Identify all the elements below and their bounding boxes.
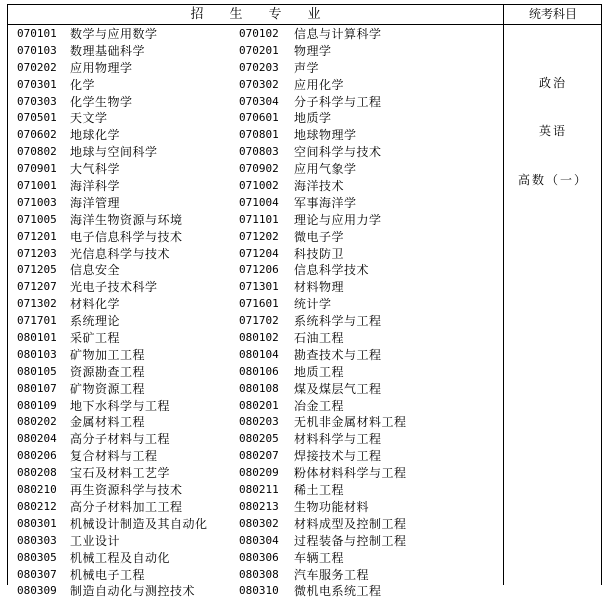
major-name: 过程装备与控制工程 bbox=[294, 533, 407, 548]
table-row bbox=[8, 381, 503, 398]
major-code: 071205 bbox=[17, 263, 57, 277]
major-code: 080204 bbox=[17, 432, 57, 446]
major-code: 080310 bbox=[239, 584, 279, 598]
major-code: 080206 bbox=[17, 449, 57, 463]
major-name: 矿物加工工程 bbox=[70, 347, 146, 362]
table-row bbox=[8, 195, 503, 212]
major-name: 海洋管理 bbox=[70, 195, 121, 210]
major-code: 070803 bbox=[239, 145, 279, 159]
major-name: 无机非金属材料工程 bbox=[294, 415, 407, 430]
table-row bbox=[8, 448, 503, 465]
major-code: 070304 bbox=[239, 94, 279, 108]
major-name: 粉体材料科学与工程 bbox=[294, 466, 407, 481]
major-name: 数学与应用数学 bbox=[70, 27, 158, 41]
major-code: 070301 bbox=[17, 77, 57, 91]
major-name: 海洋技术 bbox=[294, 179, 345, 194]
major-name: 地球物理学 bbox=[294, 128, 357, 143]
major-code: 071207 bbox=[17, 280, 57, 294]
major-name: 信息科学技术 bbox=[294, 263, 370, 278]
major-code: 080108 bbox=[239, 381, 279, 395]
table-row bbox=[8, 414, 503, 431]
major-code: 070203 bbox=[239, 60, 279, 74]
major-code: 080106 bbox=[239, 364, 279, 378]
major-code: 070101 bbox=[17, 27, 57, 40]
major-name: 天文学 bbox=[70, 111, 108, 126]
table-row bbox=[8, 77, 503, 94]
major-code: 070303 bbox=[17, 94, 57, 108]
major-code: 070601 bbox=[239, 111, 279, 125]
major-code: 070302 bbox=[239, 77, 279, 91]
exam-subject: 政治 bbox=[538, 76, 567, 90]
major-name: 系统科学与工程 bbox=[294, 314, 382, 329]
major-code: 071302 bbox=[17, 297, 57, 311]
major-code: 080201 bbox=[239, 398, 279, 412]
major-name: 应用物理学 bbox=[70, 60, 133, 75]
major-code: 080109 bbox=[17, 398, 57, 412]
major-code: 080209 bbox=[239, 466, 279, 480]
major-name: 大气科学 bbox=[70, 162, 121, 177]
table-row bbox=[8, 144, 503, 161]
major-code: 080101 bbox=[17, 331, 57, 345]
major-name: 复合材料与工程 bbox=[70, 449, 158, 464]
major-name: 信息与计算科学 bbox=[294, 27, 382, 41]
major-code: 070201 bbox=[239, 43, 279, 57]
major-code: 071206 bbox=[239, 263, 279, 277]
major-code: 080207 bbox=[239, 449, 279, 463]
major-name: 冶金工程 bbox=[294, 398, 345, 413]
major-code: 071201 bbox=[17, 229, 57, 243]
major-code: 080208 bbox=[17, 466, 57, 480]
major-code: 080304 bbox=[239, 533, 279, 547]
major-name: 海洋科学 bbox=[70, 179, 121, 194]
major-name: 微电子学 bbox=[294, 229, 345, 244]
table-row bbox=[8, 533, 503, 550]
major-code: 071601 bbox=[239, 297, 279, 311]
major-code: 080103 bbox=[17, 347, 57, 361]
major-name: 军事海洋学 bbox=[294, 195, 357, 210]
table-row bbox=[8, 330, 503, 347]
major-name: 高分子材料加工工程 bbox=[70, 499, 183, 514]
major-name: 地质工程 bbox=[294, 364, 345, 379]
table-row bbox=[8, 26, 503, 43]
major-name: 应用气象学 bbox=[294, 162, 357, 177]
major-name: 化学生物学 bbox=[70, 94, 133, 109]
major-name: 宝石及材料工艺学 bbox=[70, 466, 171, 481]
major-name: 理论与应用力学 bbox=[294, 212, 382, 227]
major-code: 080203 bbox=[239, 415, 279, 429]
major-code: 071702 bbox=[239, 314, 279, 328]
major-code: 070901 bbox=[17, 162, 57, 176]
major-code: 070501 bbox=[17, 111, 57, 125]
major-code: 071202 bbox=[239, 229, 279, 243]
table-row bbox=[8, 279, 503, 296]
major-name: 光电子技术科学 bbox=[70, 280, 158, 295]
major-code: 080211 bbox=[239, 483, 279, 497]
major-name: 空间科学与技术 bbox=[294, 145, 382, 160]
major-code: 080210 bbox=[17, 483, 57, 497]
major-name: 工业设计 bbox=[70, 533, 121, 548]
table-body bbox=[8, 26, 503, 600]
table-row bbox=[8, 212, 503, 229]
major-code: 080205 bbox=[239, 432, 279, 446]
major-name: 数理基础科学 bbox=[70, 43, 146, 58]
table-row bbox=[8, 229, 503, 246]
major-name: 再生资源科学与技术 bbox=[70, 483, 183, 498]
major-name: 信息安全 bbox=[70, 263, 121, 278]
exam-subject: 高数（一） bbox=[517, 173, 588, 187]
table-row bbox=[8, 364, 503, 381]
major-name: 海洋生物资源与环境 bbox=[70, 212, 183, 227]
exam-subject: 英语 bbox=[538, 124, 567, 138]
major-code: 070103 bbox=[17, 43, 57, 57]
major-name: 光信息科学与技术 bbox=[70, 246, 171, 261]
table-row bbox=[8, 313, 503, 330]
major-code: 071101 bbox=[239, 212, 279, 226]
table-row bbox=[8, 567, 503, 584]
table-row bbox=[8, 262, 503, 279]
major-code: 071001 bbox=[17, 179, 57, 193]
major-name: 材料化学 bbox=[70, 297, 121, 312]
major-name: 应用化学 bbox=[294, 77, 345, 92]
major-code: 080213 bbox=[239, 499, 279, 513]
major-code: 080305 bbox=[17, 550, 57, 564]
major-name: 地质学 bbox=[294, 111, 332, 126]
header-major: 招生专业 bbox=[190, 7, 347, 22]
major-name: 生物功能材料 bbox=[294, 499, 370, 514]
major-name: 材料物理 bbox=[294, 280, 345, 295]
major-name: 地球与空间科学 bbox=[70, 145, 158, 160]
major-code: 070102 bbox=[239, 27, 279, 40]
major-code: 071005 bbox=[17, 212, 57, 226]
major-name: 高分子材料与工程 bbox=[70, 432, 171, 447]
major-name: 车辆工程 bbox=[294, 550, 345, 565]
table-row bbox=[8, 550, 503, 567]
table-row bbox=[8, 398, 503, 415]
major-code: 080302 bbox=[239, 516, 279, 530]
major-code: 071203 bbox=[17, 246, 57, 260]
major-code: 070202 bbox=[17, 60, 57, 74]
major-name: 勘查技术与工程 bbox=[294, 347, 382, 362]
table-row bbox=[8, 431, 503, 448]
major-name: 材料成型及控制工程 bbox=[294, 516, 407, 531]
major-code: 071004 bbox=[239, 195, 279, 209]
major-name: 汽车服务工程 bbox=[294, 567, 370, 582]
major-code: 071003 bbox=[17, 195, 57, 209]
table-row bbox=[8, 583, 503, 600]
majors-table bbox=[7, 4, 602, 599]
major-code: 070602 bbox=[17, 128, 57, 142]
major-name: 地下水科学与工程 bbox=[70, 398, 171, 413]
table-row bbox=[8, 296, 503, 313]
major-name: 科技防卫 bbox=[294, 246, 345, 261]
major-code: 071204 bbox=[239, 246, 279, 260]
table-row bbox=[8, 161, 503, 178]
major-name: 稀土工程 bbox=[294, 483, 345, 498]
major-code: 071701 bbox=[17, 314, 57, 328]
table-row bbox=[8, 60, 503, 77]
major-name: 系统理论 bbox=[70, 314, 121, 329]
major-name: 金属材料工程 bbox=[70, 415, 146, 430]
major-code: 071002 bbox=[239, 179, 279, 193]
table-row bbox=[8, 178, 503, 195]
major-name: 微机电系统工程 bbox=[294, 584, 382, 599]
major-name: 石油工程 bbox=[294, 331, 345, 346]
major-name: 资源勘查工程 bbox=[70, 364, 146, 379]
table-row bbox=[8, 499, 503, 516]
major-code: 080301 bbox=[17, 516, 57, 530]
table-row bbox=[8, 465, 503, 482]
major-code: 080107 bbox=[17, 381, 57, 395]
table-row bbox=[8, 94, 503, 111]
major-name: 材料科学与工程 bbox=[294, 432, 382, 447]
table-row bbox=[8, 347, 503, 364]
major-code: 071301 bbox=[239, 280, 279, 294]
major-name: 焊接技术与工程 bbox=[294, 449, 382, 464]
major-code: 080308 bbox=[239, 567, 279, 581]
major-code: 070801 bbox=[239, 128, 279, 142]
major-name: 机械设计制造及其自动化 bbox=[70, 516, 208, 531]
major-code: 080212 bbox=[17, 499, 57, 513]
major-name: 机械工程及自动化 bbox=[70, 550, 171, 565]
major-code: 080102 bbox=[239, 331, 279, 345]
major-name: 化学 bbox=[70, 77, 96, 92]
major-name: 机械电子工程 bbox=[70, 567, 146, 582]
major-code: 070902 bbox=[239, 162, 279, 176]
major-name: 统计学 bbox=[294, 297, 332, 312]
major-name: 地球化学 bbox=[70, 128, 121, 143]
major-name: 电子信息科学与技术 bbox=[70, 229, 183, 244]
major-code: 080105 bbox=[17, 364, 57, 378]
major-name: 矿物资源工程 bbox=[70, 381, 146, 396]
table-row bbox=[8, 516, 503, 533]
major-code: 080307 bbox=[17, 567, 57, 581]
major-name: 分子科学与工程 bbox=[294, 94, 382, 109]
major-name: 声学 bbox=[294, 60, 320, 75]
major-code: 080309 bbox=[17, 584, 57, 598]
table-row bbox=[8, 127, 503, 144]
table-header bbox=[8, 5, 601, 25]
table-row bbox=[8, 246, 503, 263]
table-row bbox=[8, 482, 503, 499]
major-code: 080303 bbox=[17, 533, 57, 547]
major-name: 煤及煤层气工程 bbox=[294, 381, 382, 396]
table-row bbox=[8, 43, 503, 60]
major-name: 制造自动化与测控技术 bbox=[70, 584, 196, 599]
major-code: 080202 bbox=[17, 415, 57, 429]
major-code: 080104 bbox=[239, 347, 279, 361]
major-name: 物理学 bbox=[294, 43, 332, 58]
table-row bbox=[8, 110, 503, 127]
header-exam-subjects: 统考科目 bbox=[528, 7, 577, 21]
major-code: 070802 bbox=[17, 145, 57, 159]
major-code: 080306 bbox=[239, 550, 279, 564]
column-divider bbox=[503, 5, 504, 585]
major-name: 采矿工程 bbox=[70, 331, 121, 346]
